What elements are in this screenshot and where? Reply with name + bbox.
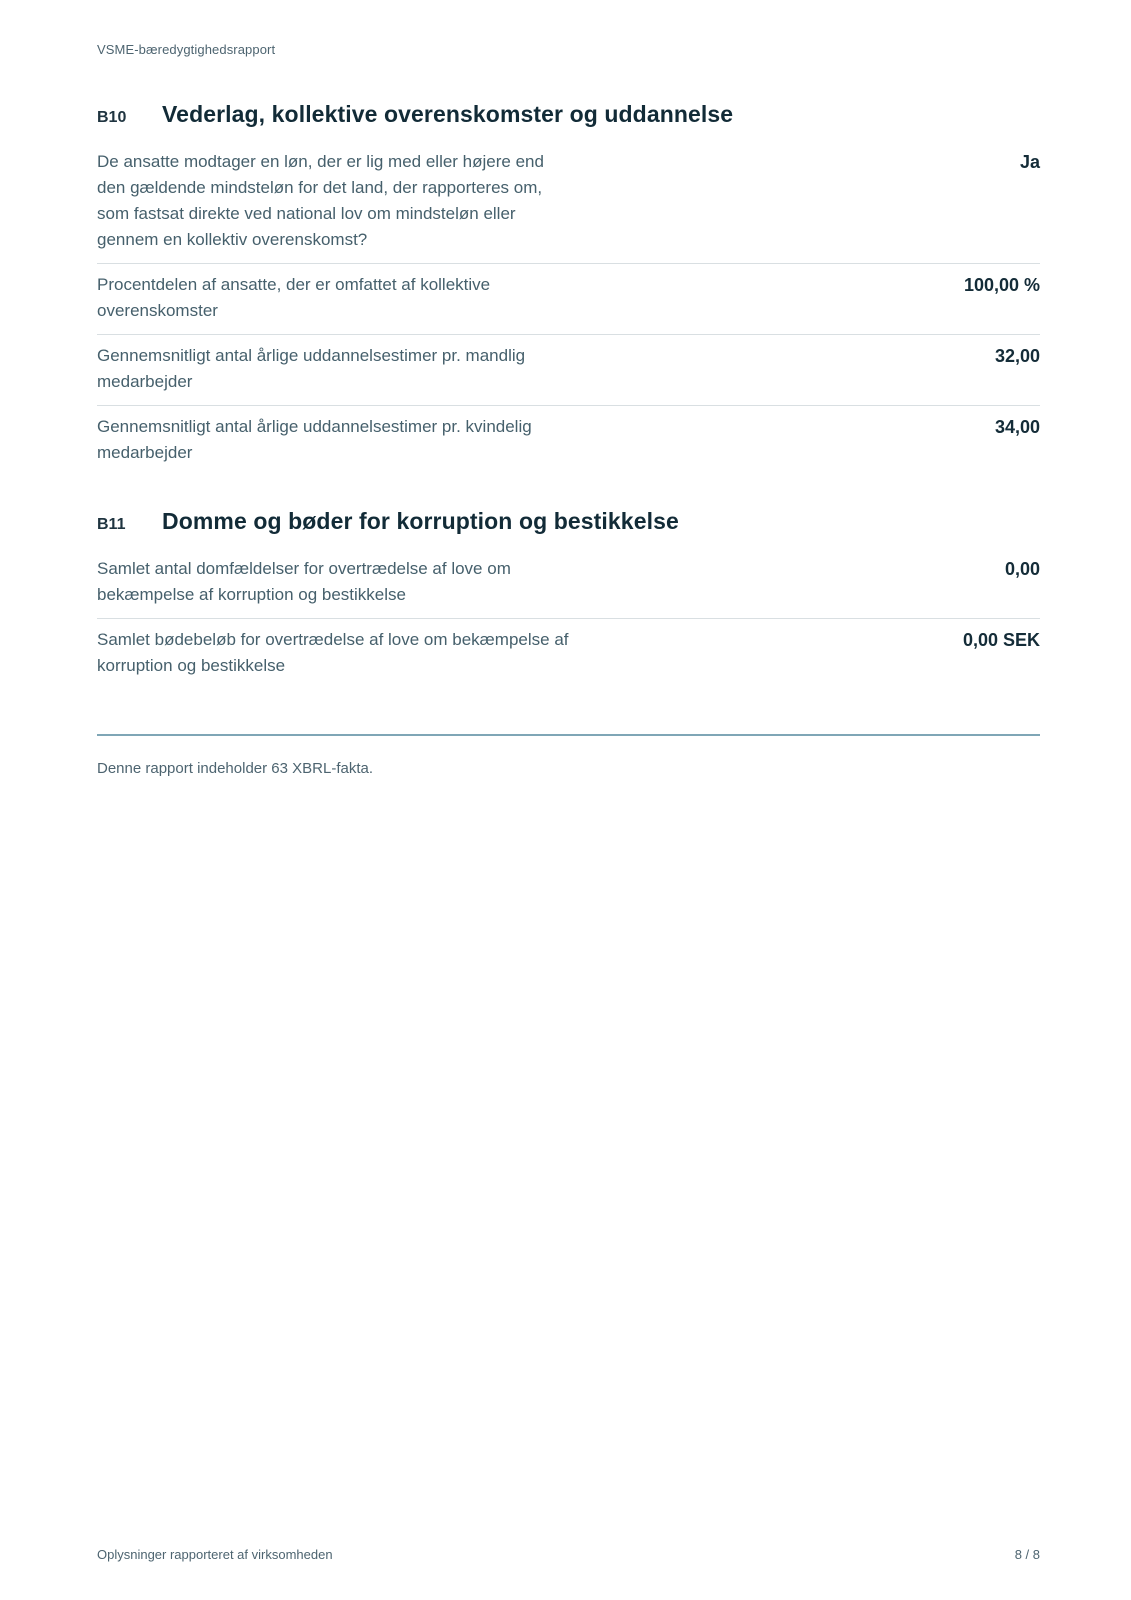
- row-value: 34,00: [994, 417, 1040, 437]
- section-code: B10: [97, 109, 127, 126]
- row-label: Samlet bødebeløb for overtrædelse af love om bekæmpelse af korruption og bestikkelse: [97, 630, 569, 675]
- row-label: Samlet antal domfældelser for overtrædelse af love om bekæmpelse af korruption og bestikkelse: [97, 559, 511, 604]
- table-row: [97, 556, 1040, 619]
- section-b10: [97, 101, 1040, 476]
- section-code: B11: [97, 516, 126, 533]
- section-title: Domme og bøder for korruption og bestikkelse: [162, 508, 679, 534]
- data-table: [97, 149, 1040, 476]
- footer-source-label: Oplysninger rapporteret af virksomheden: [97, 1547, 333, 1562]
- table-row: [97, 149, 1040, 264]
- section-heading: [97, 101, 1040, 137]
- row-value: 32,00: [994, 346, 1040, 366]
- table-row: [97, 406, 1040, 476]
- row-label: Procentdelen af ansatte, der er omfattet af kollektive overenskomster: [97, 275, 491, 320]
- row-label: De ansatte modtager en løn, der er lig med eller højere end den gældende mindsteløn for det land, der rapporteres om, som fastsat direkte ved national lov om mindsteløn eller gennem en kollektiv overenskomst?: [97, 152, 544, 249]
- section-b11: [97, 508, 1040, 689]
- table-row: [97, 264, 1040, 335]
- xbrl-facts-note: Denne rapport indeholder 63 XBRL-fakta.: [97, 760, 374, 777]
- row-value: Ja: [1019, 152, 1040, 172]
- row-value: 0,00: [1004, 559, 1040, 579]
- row-value: 100,00 %: [963, 275, 1040, 295]
- row-label: Gennemsnitligt antal årlige uddannelsestimer pr. mandlig medarbejder: [97, 346, 526, 391]
- row-label: Gennemsnitligt antal årlige uddannelsestimer pr. kvindelig medarbejder: [97, 417, 532, 462]
- page-total: 8: [1032, 1547, 1040, 1562]
- page-current: 8: [1014, 1547, 1022, 1562]
- report-page: [97, 0, 1040, 1600]
- section-heading: [97, 508, 1040, 544]
- page-number: [1015, 1547, 1040, 1562]
- table-row: [97, 335, 1040, 406]
- section-divider: [97, 734, 1040, 736]
- data-table: [97, 556, 1040, 689]
- row-value: 0,00 SEK: [962, 630, 1040, 650]
- section-title: Vederlag, kollektive overenskomster og uddannelse: [162, 101, 734, 127]
- table-row: [97, 619, 1040, 689]
- running-header: VSME-bæredygtighedsrapport: [97, 42, 276, 57]
- page-separator: /: [1021, 1547, 1033, 1562]
